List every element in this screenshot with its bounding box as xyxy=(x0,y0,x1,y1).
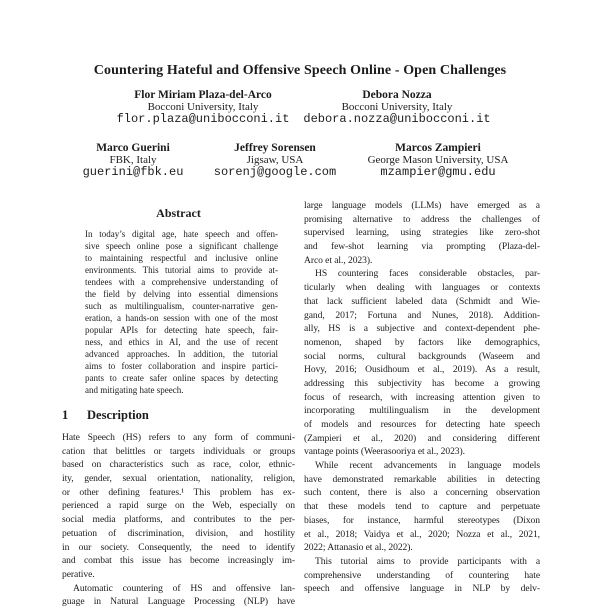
text-line: sive speech online pose a significant challenge xyxy=(85,241,278,251)
text-line: ness, and ethics in AI, and the use of recent xyxy=(85,337,278,347)
text-line: environments. This tutorial aims to provide at- xyxy=(85,265,278,275)
text-line: the field by delving into essential dimensions xyxy=(85,289,278,299)
author-name: Jeffrey Sorensen xyxy=(234,142,316,154)
text-line: or other defining features.¹ This problem has ex- xyxy=(62,486,295,498)
right-column xyxy=(304,199,540,600)
text-line: Arco et al., 2023). xyxy=(304,254,373,266)
author-name: Marcos Zampieri xyxy=(395,142,481,154)
text-line: have demonstrated remarkable abilities in detecting xyxy=(304,473,540,485)
text-line: speech and offensive language in NLP by delv- xyxy=(304,583,540,595)
text-line: In today’s digital age, hate speech and offen- xyxy=(85,229,278,239)
author-affiliation: Jigsaw, USA xyxy=(246,154,304,166)
text-line: of models and resources for detecting hate speech xyxy=(304,419,540,430)
text-line: social media platforms, and contributes to the per- xyxy=(62,514,295,526)
text-line: (Zampieri et al., 2020) and considering different xyxy=(304,432,540,444)
text-line: HS countering faces considerable obstacles, par- xyxy=(315,268,540,280)
text-line: incorporating multilingualism in the development xyxy=(304,405,540,417)
text-line: advanced approaches. In addition, the tutorial xyxy=(85,349,278,359)
text-line: biases, for instance, harmful stereotypes (Dixon xyxy=(304,514,540,526)
paper-title: Countering Hateful and Offensive Speech Online - Open Challenges xyxy=(93,63,507,78)
author-affiliation: George Mason University, USA xyxy=(367,154,509,166)
body-paragraph xyxy=(62,431,295,582)
author-name: Marco Guerini xyxy=(96,142,170,154)
author-affiliation: Bocconi University, Italy xyxy=(147,101,259,113)
text-line: et al., 2018; Vaidya et al., 2020; Nozza et al., 2021, xyxy=(304,528,540,540)
text-line: such as multilingualism, counter-narrative gen- xyxy=(85,301,278,311)
text-line: perative. xyxy=(62,568,95,580)
text-line: social norms, cultural backgrounds (Waseem and xyxy=(304,350,540,362)
text-line: in our society. Consequently, the need to identify xyxy=(62,541,295,553)
author-email: debora.nozza@unibocconi.it xyxy=(303,112,491,126)
text-line: pants to create safer online spaces by detecting xyxy=(85,373,278,383)
text-line: perienced a rapid surge on the Web, especially on xyxy=(62,500,295,512)
body-paragraph xyxy=(304,459,540,555)
body-paragraph xyxy=(62,582,295,609)
text-line: aims to foster collaboration and inspire partici- xyxy=(85,361,278,371)
text-line: supervised learning, using strategies like zero-shot xyxy=(304,227,540,239)
author-email: sorenj@google.com xyxy=(213,165,337,179)
text-line: vantage points (Weerasooriya et al., 2023). xyxy=(304,446,465,458)
text-line: and few-shot learning via prompting (Plaza-del- xyxy=(304,241,540,253)
text-line: guage in Natural Language Processing (NLP) have xyxy=(62,596,295,608)
text-line: promising alternative to address the challenges of xyxy=(304,213,540,225)
text-line: ity, gender, sexual orientation, nationality, religion, xyxy=(62,473,295,485)
section-heading xyxy=(62,408,295,423)
text-line: to maintaining respectful and inclusive online xyxy=(85,253,278,263)
left-column xyxy=(62,200,295,608)
text-line: Automatic countering of HS and offensive lan- xyxy=(73,582,295,594)
text-line: comprehensive understanding of countering hate xyxy=(304,569,540,581)
abstract-heading: Abstract xyxy=(156,206,201,220)
text-line: While recent advancements in language models xyxy=(315,460,540,472)
author-name: Flor Miriam Plaza-del-Arco xyxy=(134,89,272,101)
text-line: focus of research, with increasing attention given to xyxy=(304,391,540,403)
author-email: mzampier@gmu.edu xyxy=(380,165,496,179)
section-title: Description xyxy=(87,408,149,422)
body-paragraph xyxy=(304,267,540,459)
text-line: such content, there is also a concerning observation xyxy=(304,487,540,499)
text-line: that these models tend to capture and perpetuate xyxy=(304,501,540,513)
text-line: popular APIs for detecting hate speech, fair- xyxy=(85,325,278,335)
text-line: petuation of discrimination, division, and hostility xyxy=(62,527,295,539)
text-line: that lack sufficient labeled data (Schmidt and Wie- xyxy=(304,295,540,307)
author-block xyxy=(297,89,497,126)
text-line: cation that belittles or targets individuals or groups xyxy=(62,445,295,457)
abstract-text xyxy=(85,228,278,396)
text-line: ticularly when dealing with languages or contexts xyxy=(304,282,540,294)
section-number: 1 xyxy=(62,408,69,422)
author-block xyxy=(338,142,538,179)
text-line: Hate Speech (HS) refers to any form of communi- xyxy=(62,432,295,443)
text-line: large language models (LLMs) have emerged as a xyxy=(304,200,540,211)
text-line: ally, HS is a subjective and context-dependent phe- xyxy=(304,323,540,335)
text-line: and combat this issue has become increasingly im- xyxy=(62,555,295,567)
text-line: based on characteristics such as race, color, ethnic- xyxy=(62,459,295,471)
text-line: and mitigating hate speech. xyxy=(85,385,184,395)
text-line: This tutorial aims to provide participants with a xyxy=(315,555,540,567)
text-line: 2022; Attanasio et al., 2022). xyxy=(304,542,413,554)
text-line: Hovy, 2016; Ousidhoum et al., 2019). As a result, xyxy=(304,364,540,376)
text-line: eration, a hands-on session with one of the most xyxy=(85,313,278,323)
author-email: guerini@fbk.eu xyxy=(82,165,184,179)
author-affiliation: Bocconi University, Italy xyxy=(341,101,453,113)
author-block xyxy=(103,89,303,126)
body-paragraph xyxy=(304,555,540,596)
author-affiliation: FBK, Italy xyxy=(109,154,157,166)
text-line: addressing this subjectivity has become a growing xyxy=(304,377,540,389)
text-line: tendees with a comprehensive understanding of xyxy=(85,277,278,287)
author-email: flor.plaza@unibocconi.it xyxy=(116,112,290,126)
body-paragraph xyxy=(304,199,540,267)
author-name: Debora Nozza xyxy=(362,89,432,101)
text-line: gand, 2017; Fortuna and Nunes, 2018). Addition- xyxy=(304,309,540,321)
text-line: nomenon, shaped by factors like demographics, xyxy=(304,336,540,348)
